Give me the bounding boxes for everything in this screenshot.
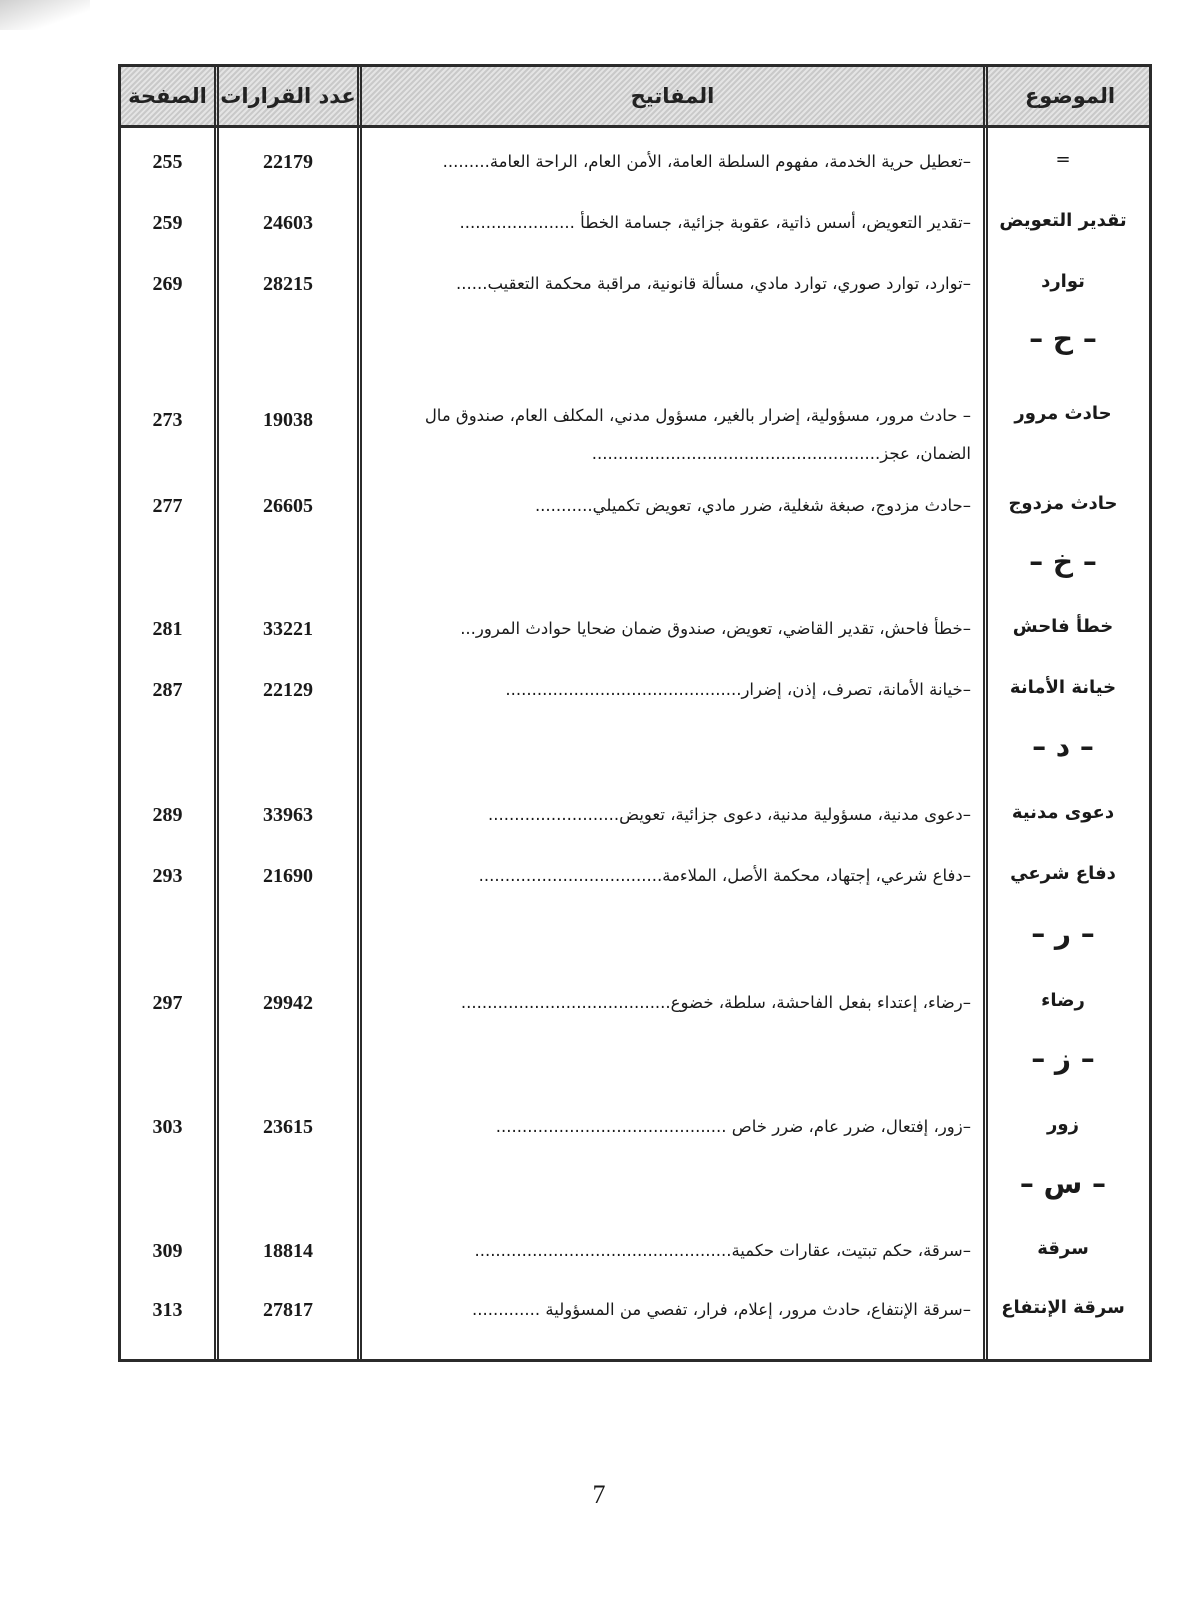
letter-heading: – ز – bbox=[1031, 1042, 1095, 1075]
keywords-cell: –تعطيل حرية الخدمة، مفهوم السلطة العامة، الأمن العام، الراحة العامة......... bbox=[442, 152, 971, 171]
page-cell: 277 bbox=[152, 495, 183, 517]
topic-cell: سرقة bbox=[1037, 1238, 1089, 1259]
scan-shadow bbox=[0, 0, 90, 30]
letter-heading: – س – bbox=[1019, 1167, 1107, 1200]
column-divider bbox=[986, 67, 988, 1359]
page-cell: 313 bbox=[152, 1299, 183, 1321]
count-cell: 33221 bbox=[263, 618, 313, 640]
page-cell: 297 bbox=[152, 992, 183, 1014]
header-page: الصفحة bbox=[128, 84, 207, 108]
index-table bbox=[118, 64, 1152, 1362]
topic-cell: = bbox=[1055, 149, 1071, 170]
page-number: 7 bbox=[592, 1480, 606, 1509]
topic-cell: خيانة الأمانة bbox=[1009, 677, 1117, 698]
topic-cell: حادث مزدوج bbox=[1008, 493, 1118, 514]
page-cell: 289 bbox=[152, 804, 183, 826]
topic-cell: دعوى مدنية bbox=[1011, 802, 1115, 823]
count-cell: 27817 bbox=[263, 1299, 313, 1321]
page-cell: 259 bbox=[152, 212, 183, 234]
count-cell: 24603 bbox=[263, 212, 313, 234]
topic-cell: خطأ فاحش bbox=[1012, 616, 1114, 637]
column-divider bbox=[360, 67, 362, 1359]
page-cell: 281 bbox=[152, 618, 183, 640]
count-cell: 26605 bbox=[263, 495, 313, 517]
page-cell: 273 bbox=[152, 409, 183, 431]
count-cell: 19038 bbox=[263, 409, 313, 431]
page-cell: 293 bbox=[152, 865, 183, 887]
keywords-cell: –تقدير التعويض، أسس ذاتية، عقوبة جزائية، جسامة الخطأ ...................... bbox=[459, 213, 971, 232]
page-cell: 255 bbox=[152, 151, 183, 173]
keywords-cell: – حادث مرور، مسؤولية، إضرار بالغير، مسؤول مدني، المكلف العام، صندوق مال الضمان، عجز....................................................... bbox=[419, 406, 971, 463]
column-divider bbox=[357, 67, 359, 1359]
letter-heading: – خ – bbox=[1029, 545, 1097, 578]
topic-cell: دفاع شرعي bbox=[1010, 863, 1116, 884]
column-divider bbox=[983, 67, 985, 1359]
topic-cell: حادث مرور bbox=[1014, 403, 1112, 424]
count-cell: 29942 bbox=[263, 992, 313, 1014]
page-cell: 269 bbox=[152, 273, 183, 295]
keywords-cell: –حادث مزدوج، صبغة شغلية، ضرر مادي، تعويض تكميلي........... bbox=[534, 496, 971, 515]
topic-cell: تقدير التعويض bbox=[999, 210, 1127, 231]
topic-cell: زور bbox=[1047, 1114, 1079, 1135]
letter-heading: – د – bbox=[1032, 730, 1094, 763]
letter-heading: – ح – bbox=[1029, 322, 1097, 355]
count-cell: 21690 bbox=[263, 865, 313, 887]
count-cell: 33963 bbox=[263, 804, 313, 826]
keywords-cell: –سرقة الإنتفاع، حادث مرور، إعلام، فرار، تفصي من المسؤولية ............. bbox=[471, 1300, 971, 1319]
keywords-cell: –سرقة، حكم تبتيت، عقارات حكمية................................................. bbox=[474, 1241, 971, 1260]
letter-heading: – ر – bbox=[1031, 917, 1095, 950]
keywords-cell: –خيانة الأمانة، تصرف، إذن، إضرار............................................. bbox=[505, 680, 971, 699]
header-decision-count: عدد القرارات bbox=[220, 84, 356, 108]
count-cell: 22129 bbox=[263, 679, 313, 701]
topic-cell: توارد bbox=[1041, 271, 1085, 292]
keywords-cell: –خطأ فاحش، تقدير القاضي، تعويض، صندوق ضمان ضحايا حوادث المرور... bbox=[460, 619, 971, 638]
count-cell: 18814 bbox=[263, 1240, 313, 1262]
column-divider bbox=[214, 67, 216, 1359]
page-cell: 309 bbox=[152, 1240, 183, 1262]
header-topic: الموضوع bbox=[1024, 84, 1116, 108]
keywords-cell: –دفاع شرعي، إجتهاد، محكمة الأصل، الملاءمة................................... bbox=[478, 866, 971, 885]
keywords-cell: –زور، إفتعال، ضرر عام، ضرر خاص ............................................ bbox=[495, 1117, 971, 1136]
header-keywords: المفاتيح bbox=[630, 84, 715, 108]
count-cell: 22179 bbox=[263, 151, 313, 173]
count-cell: 23615 bbox=[263, 1116, 313, 1138]
keywords-cell: –رضاء، إعتداء بفعل الفاحشة، سلطة، خضوع........................................ bbox=[460, 993, 971, 1012]
keywords-cell: –دعوى مدنية، مسؤولية مدنية، دعوى جزائية، تعويض......................... bbox=[487, 805, 971, 824]
topic-cell: سرقة الإنتفاع bbox=[1001, 1297, 1125, 1318]
count-cell: 28215 bbox=[263, 273, 313, 295]
keywords-cell: –توارد، توارد صوري، توارد مادي، مسألة قانونية، مراقبة محكمة التعقيب...... bbox=[455, 274, 971, 293]
page-cell: 303 bbox=[152, 1116, 183, 1138]
topic-cell: رضاء bbox=[1041, 990, 1085, 1011]
column-divider bbox=[217, 67, 219, 1359]
page-cell: 287 bbox=[152, 679, 183, 701]
